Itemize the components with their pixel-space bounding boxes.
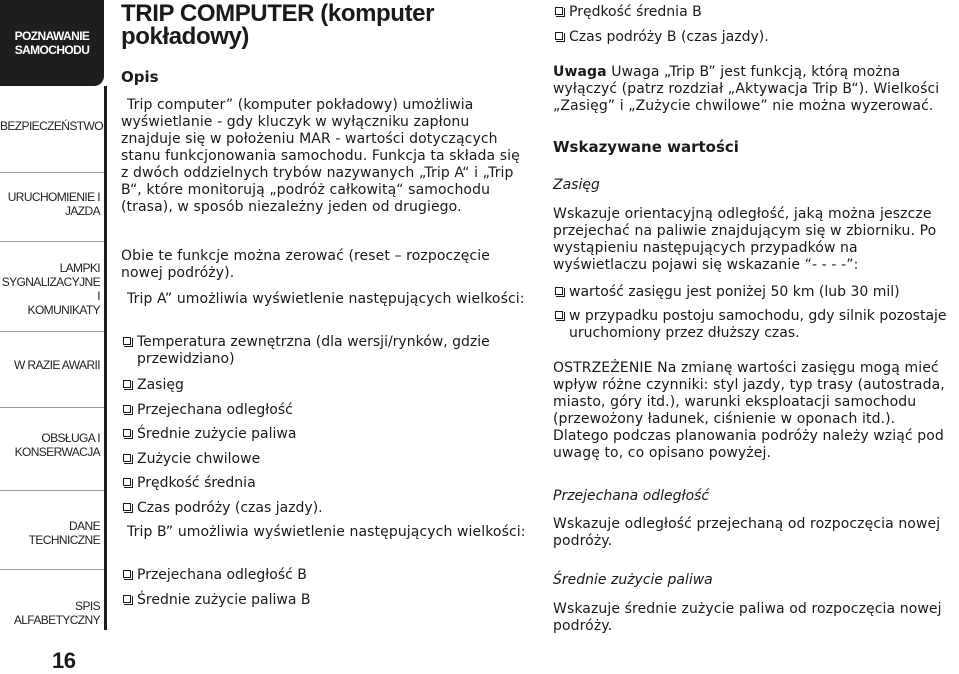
- checkbox-icon: [555, 287, 563, 295]
- sidebar-rule: [0, 331, 104, 332]
- note-paragraph: Uwaga Uwaga „Trip B” jest funkcją, którą można wyłączyć (patrz rozdział „Aktywacja Trip B“). Wielkości „Zasięg” i „Zużycie chwilowe” nie można wyzerować.: [553, 64, 940, 114]
- list-item: Średnie zużycie paliwa B: [121, 592, 531, 609]
- checkbox-icon: [123, 570, 131, 578]
- checkbox-icon: [123, 337, 131, 345]
- checkbox-icon: [123, 595, 131, 603]
- sidebar-rule: [0, 241, 104, 242]
- sidebar-item-spis[interactable]: SPIS ALFABETYCZNY: [13, 599, 100, 627]
- list-item: Średnie zużycie paliwa: [121, 426, 531, 443]
- paragraph-odleglosc: Wskazuje odległość przejechaną od rozpoczęcia nowej podróży.: [553, 516, 941, 549]
- list-item: Prędkość średnia: [121, 475, 531, 492]
- paragraph-trip-b: Trip B” umożliwia wyświetlenie następujących wielkości:: [127, 524, 526, 540]
- subheading-odleglosc: Przejechana odległość: [553, 488, 710, 504]
- paragraph-zasieg: Wskazuje orientacyjną odległość, jaką można jeszcze przejechać na paliwie znajdującym się w zbiorniku. Po wystąpieniu następujących przypadków na wyświetlaczu pojawi się wskazanie “- - - -”:: [553, 206, 937, 273]
- list-item: Przejechana odległość: [121, 402, 531, 419]
- sidebar-rule: [0, 569, 104, 570]
- sidebar-item-lampki[interactable]: LAMPKI SYGNALIZACYJNE I KOMUNIKATY: [1, 261, 100, 317]
- checkbox-icon: [123, 503, 131, 511]
- sidebar-item-dane-techniczne[interactable]: DANE TECHNICZNE: [28, 519, 100, 547]
- checkbox-icon: [555, 311, 563, 319]
- page-title: TRIP COMPUTER (komputer pokładowy): [121, 0, 435, 50]
- subheading-zuzycie: Średnie zużycie paliwa: [553, 572, 713, 588]
- sidebar-item-uruchomienie[interactable]: URUCHOMIENIE I JAZDA: [7, 190, 100, 218]
- list-item: Prędkość średnia B: [553, 4, 953, 21]
- list-item: Przejechana odległość B: [121, 567, 531, 584]
- checkbox-icon: [555, 7, 563, 15]
- sidebar-item-obsluga[interactable]: OBSŁUGA I KONSERWACJA: [14, 431, 100, 459]
- paragraph-intro: Trip computer” (komputer pokładowy) umożliwia wyświetlanie - gdy kluczyk w wyłączniku zapłonu znajduje się w położeniu MAR - wartości dotyczących stanu funkcjonowania samochodu. Funkcja ta składa się z dwóch oddzielnych trybów nazywanych „Trip A“ i „Trip B“, które monitorują „podróż całkowitą“ samochodu (trasa), w sposób niezależny jeden od drugiego.: [121, 97, 520, 215]
- paragraph-reset: Obie te funkcje można zerować (reset – rozpoczęcie nowej podróży).: [121, 248, 490, 281]
- checkbox-icon: [123, 478, 131, 486]
- list-item: Temperatura zewnętrzna (dla wersji/rynków, gdzie przewidziano): [121, 334, 531, 368]
- checkbox-icon: [555, 32, 563, 40]
- paragraph-zuzycie: Wskazuje średnie zużycie paliwa od rozpoczęcia nowej podróży.: [553, 601, 942, 634]
- list-item: wartość zasięgu jest poniżej 50 km (lub 30 mil): [553, 284, 953, 301]
- list-item: Zużycie chwilowe: [121, 451, 531, 468]
- checkbox-icon: [123, 429, 131, 437]
- checkbox-icon: [123, 380, 131, 388]
- list-item: Czas podróży (czas jazdy).: [121, 500, 531, 517]
- sidebar-item-poznawanie[interactable]: POZNAWANIE SAMOCHODU: [0, 0, 104, 86]
- chapter-sidebar: [0, 0, 108, 674]
- list-item: Zasięg: [121, 377, 531, 394]
- sidebar-rule: [0, 490, 104, 491]
- paragraph-trip-a: Trip A” umożliwia wyświetlenie następujących wielkości:: [127, 291, 525, 307]
- sidebar-item-w-razie-awarii[interactable]: W RAZIE AWARII: [13, 358, 100, 372]
- list-item: w przypadku postoju samochodu, gdy silnik pozostaje uruchomiony przez dłuższy czas.: [553, 308, 953, 342]
- sidebar-rule: [0, 172, 104, 173]
- sidebar-item-bezpieczenstwo[interactable]: BEZPIECZEŃSTWO: [0, 119, 103, 133]
- sidebar-divider: [104, 86, 107, 630]
- sidebar-rule: [0, 407, 104, 408]
- heading-values: Wskazywane wartości: [553, 138, 739, 156]
- list-item: Czas podróży B (czas jazdy).: [553, 29, 953, 46]
- checkbox-icon: [123, 405, 131, 413]
- checkbox-icon: [123, 454, 131, 462]
- heading-opis: Opis: [121, 68, 159, 86]
- page-number: 16: [52, 648, 76, 673]
- warning-paragraph: OSTRZEŻENIE Na zmianę wartości zasięgu mogą mieć wpływ różne czynniki: styl jazdy, typ trasy (autostrada, miasto, góry itd.), warunki eksploatacji samochodu (przewożony ładunek, ciśnienie w oponach itd.). Dlatego podczas planowania podróży należy wziąć pod uwagę to, co opisano powyżej.: [553, 360, 945, 461]
- subheading-zasieg: Zasięg: [553, 177, 600, 193]
